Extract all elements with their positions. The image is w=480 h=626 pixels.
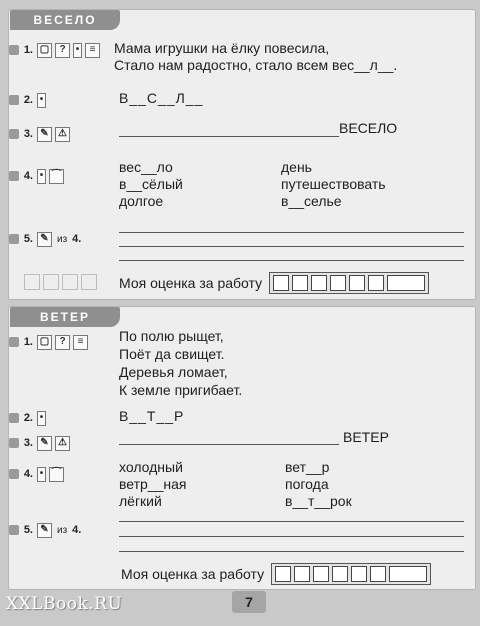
book-icon: ▢ <box>37 43 52 58</box>
word-left-2: ветр__ная <box>119 476 187 492</box>
watermark: XXLBook.RU <box>6 594 123 614</box>
writing-line-2[interactable] <box>119 536 464 537</box>
word-left-1: вес__ло <box>119 159 173 175</box>
word-right-1: вет__р <box>285 459 330 475</box>
page-number: 7 <box>232 591 266 613</box>
grade-row <box>121 563 431 585</box>
word-left-1: холодный <box>119 459 183 475</box>
question-icon: ? <box>55 335 70 350</box>
word-right-1: день <box>281 159 312 175</box>
section-title: ВЕСЕЛО <box>10 10 120 30</box>
warning-icon: ⚠ <box>55 436 70 451</box>
writing-line-3[interactable] <box>119 551 464 552</box>
task-1-label: 1. ▢ ? • ≡ <box>9 41 100 59</box>
word-right-3: в__селье <box>281 193 342 209</box>
task-2-label: 2. • <box>9 91 46 109</box>
grade-label: Моя оценка за работу <box>121 566 265 582</box>
book-icon: ▢ <box>37 335 52 350</box>
task-5-label: 5. ✎ из 4. <box>9 521 81 539</box>
answer-line <box>119 444 339 445</box>
grade-box[interactable] <box>313 566 329 582</box>
arch-icon: ⌒ <box>49 467 64 482</box>
question-icon: ? <box>55 43 70 58</box>
task-4-label: 4. • ⌒ <box>9 167 64 185</box>
grade-box[interactable] <box>275 566 291 582</box>
grade-box[interactable] <box>351 566 367 582</box>
letter-pattern: В__Т__Р <box>119 408 185 424</box>
task-3-label: 3. ✎ ⚠ <box>9 434 70 452</box>
dot-icon: • <box>37 411 46 426</box>
grade-box[interactable] <box>292 275 308 291</box>
answer-word: ВЕСЕЛО <box>339 120 398 136</box>
pencil-icon: ✎ <box>37 127 52 142</box>
section-title: ВЕТЕР <box>10 307 120 327</box>
word-right-2: погода <box>285 476 329 492</box>
poem-line-4: К земле пригибает. <box>119 382 243 398</box>
speak-icon: ≡ <box>85 43 100 58</box>
writing-line-1[interactable] <box>119 521 464 522</box>
grade-box[interactable] <box>330 275 346 291</box>
section-vesyolo <box>8 9 476 300</box>
word-left-2: в__сёлый <box>119 176 183 192</box>
dot-icon: • <box>73 43 82 58</box>
faded-grade-boxes <box>24 274 97 290</box>
pencil-icon: ✎ <box>37 232 52 247</box>
writing-line-2[interactable] <box>119 246 464 247</box>
grade-boxes <box>269 272 429 294</box>
writing-line-3[interactable] <box>119 260 464 261</box>
word-right-2: путешествовать <box>281 176 386 192</box>
task-1-label: 1. ▢ ? ≡ <box>9 333 88 351</box>
grade-box[interactable] <box>311 275 327 291</box>
letter-pattern: В__С__Л__ <box>119 90 204 106</box>
grade-box[interactable] <box>332 566 348 582</box>
answer-line <box>119 136 339 137</box>
poem-line-1: По полю рыщет, <box>119 328 224 344</box>
grade-box[interactable] <box>294 566 310 582</box>
task-3-label: 3. ✎ ⚠ <box>9 125 70 143</box>
poem-line-2: Стало нам радостно, стало всем вес__л__. <box>114 57 398 73</box>
dot-icon: • <box>37 93 46 108</box>
pencil-icon: ✎ <box>37 523 52 538</box>
grade-box[interactable] <box>370 566 386 582</box>
grade-label: Моя оценка за работу <box>119 275 263 291</box>
task-4-label: 4. • ⌒ <box>9 465 64 483</box>
task-5-label: 5. ✎ из 4. <box>9 230 81 248</box>
arch-icon: ⌒ <box>49 169 64 184</box>
warning-icon: ⚠ <box>55 127 70 142</box>
word-left-3: лёгкий <box>119 493 162 509</box>
task-2-label: 2. • <box>9 409 46 427</box>
grade-box-wide[interactable] <box>387 275 425 291</box>
speak-icon: ≡ <box>73 335 88 350</box>
grade-boxes <box>271 563 431 585</box>
answer-word: ВЕТЕР <box>343 429 389 445</box>
section-veter <box>8 306 476 590</box>
dot-icon: • <box>37 467 46 482</box>
grade-box[interactable] <box>273 275 289 291</box>
grade-row <box>119 272 429 294</box>
word-left-3: долгое <box>119 193 164 209</box>
pencil-icon: ✎ <box>37 436 52 451</box>
dot-icon: • <box>37 169 46 184</box>
grade-box[interactable] <box>349 275 365 291</box>
grade-box-wide[interactable] <box>389 566 427 582</box>
poem-line-3: Деревья ломает, <box>119 364 228 380</box>
word-right-3: в__т__рок <box>285 493 352 509</box>
poem-line-2: Поёт да свищет. <box>119 346 225 362</box>
writing-line-1[interactable] <box>119 232 464 233</box>
grade-box[interactable] <box>368 275 384 291</box>
poem-line-1: Мама игрушки на ёлку повесила, <box>114 40 330 56</box>
